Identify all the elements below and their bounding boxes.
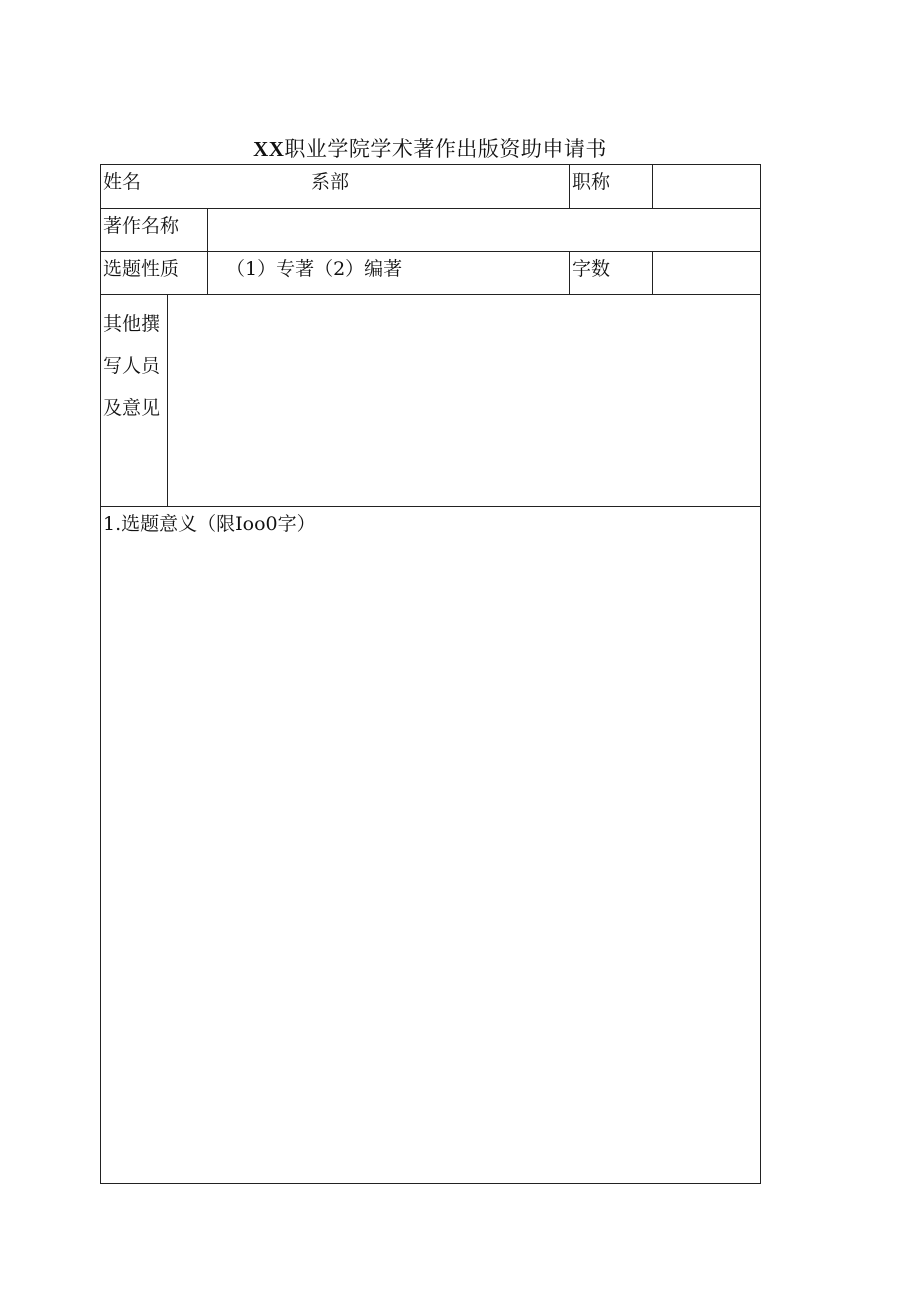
- topic-significance-field[interactable]: [100, 506, 761, 1184]
- application-form-table: [100, 164, 761, 1184]
- name-and-department-cell[interactable]: [100, 164, 570, 209]
- title-prefix: XX: [253, 137, 285, 161]
- topic-significance-label: 1.选题意义（限Ioo0字）: [103, 513, 316, 535]
- professional-title-field[interactable]: [652, 164, 761, 209]
- professional-title-label: 职称: [572, 171, 611, 193]
- other-authors-field[interactable]: [167, 294, 761, 507]
- title-text: 职业学院学术著作出版资助申请书: [284, 137, 607, 161]
- document-title: [100, 134, 760, 164]
- word-count-label-cell: [569, 251, 653, 295]
- other-authors-label-line-2: 写人员: [103, 355, 161, 377]
- topic-nature-label-cell: [100, 251, 208, 295]
- work-name-field[interactable]: [207, 208, 761, 252]
- work-name-label: 著作名称: [103, 215, 180, 237]
- other-authors-label-line-1: 其他撰: [103, 313, 161, 335]
- department-label: 系部: [311, 171, 350, 193]
- word-count-field[interactable]: [652, 251, 761, 295]
- professional-title-label-cell: [569, 164, 653, 209]
- topic-nature-options-cell[interactable]: [207, 251, 570, 295]
- other-authors-label-line-3: 及意见: [103, 397, 161, 419]
- other-authors-label-cell: [100, 294, 168, 507]
- word-count-label: 字数: [572, 258, 611, 280]
- work-name-label-cell: [100, 208, 208, 252]
- name-label: 姓名: [103, 171, 142, 193]
- topic-nature-label: 选题性质: [103, 258, 180, 280]
- topic-nature-options: （1）专著（2）编著: [226, 258, 403, 280]
